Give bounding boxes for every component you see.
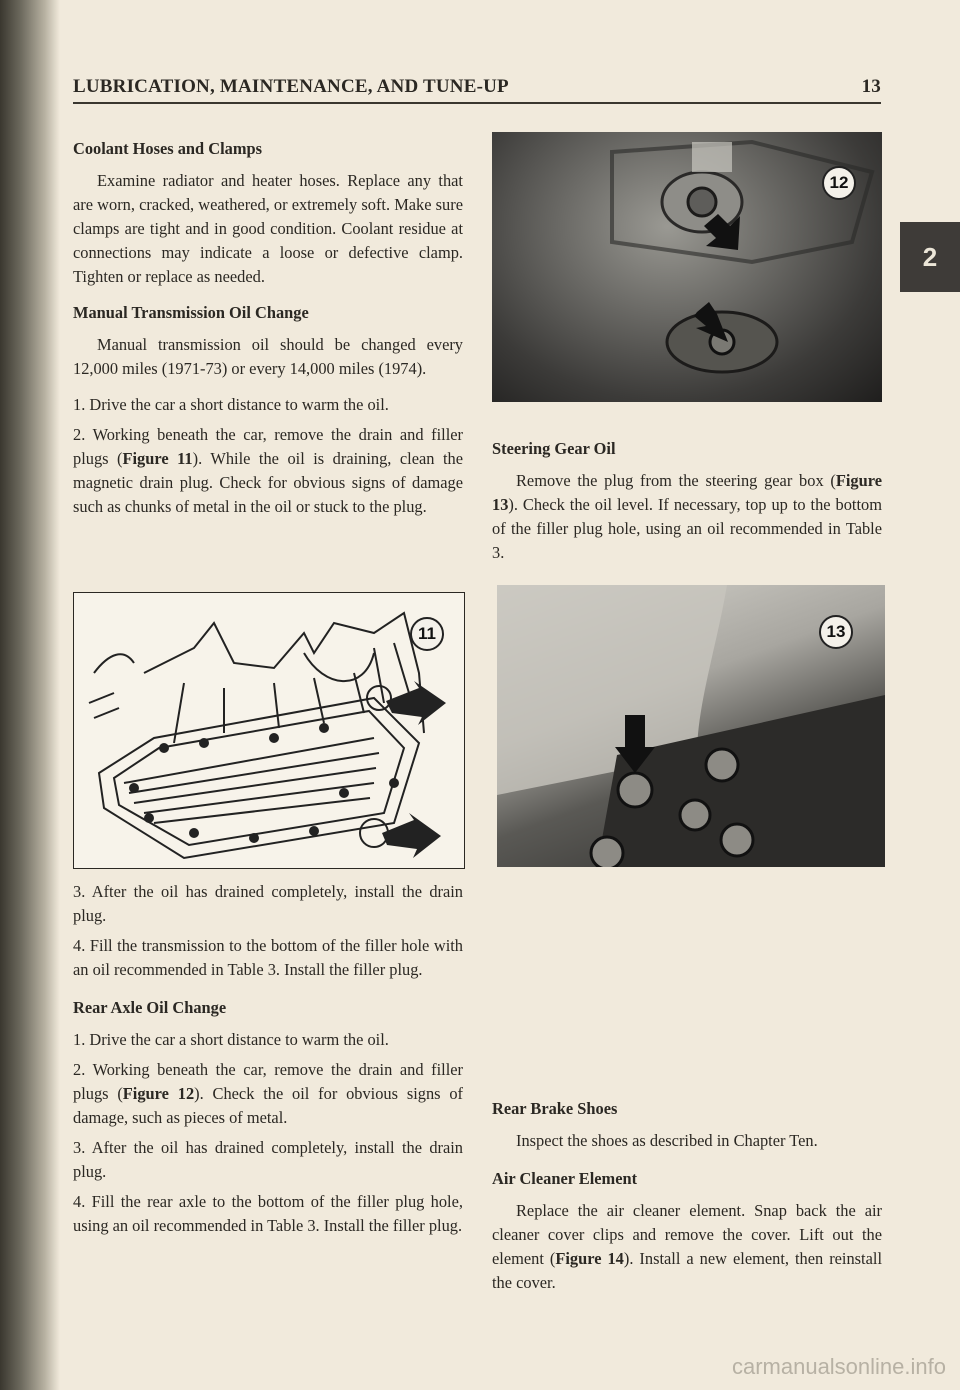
figure-14-ref: Figure 14	[555, 1249, 624, 1268]
transmission-pan-drawing	[74, 593, 464, 868]
figure-13-callout: 13	[819, 615, 853, 649]
manual-trans-step-2: 2. Working beneath the car, remove the drain and filler plugs (Figure 11). While the oil is draining, clean the magnetic drain plug. Check for obvious signs of damage such as chunks of metal in the oil or stuck to the plug.	[73, 425, 463, 516]
figure-13-photo	[497, 585, 885, 867]
right-column-bottom	[492, 1097, 882, 1307]
rear-axle-step-4: 4. Fill the rear axle to the bottom of the filler plug hole, using an oil recommended in Table 3. Install the filler plug.	[73, 1192, 463, 1235]
figure-12-callout: 12	[822, 166, 856, 200]
rear-axle-step-2: 2. Working beneath the car, remove the drain and filler plugs (Figure 12). Check the oil for obvious signs of damage, such as pieces of metal.	[73, 1060, 463, 1127]
figure-12-photo	[492, 132, 882, 402]
heading-manual-transmission: Manual Transmission Oil Change	[73, 303, 309, 322]
page-number: 13	[861, 76, 881, 97]
left-column-top	[73, 137, 463, 525]
header-title: LUBRICATION, MAINTENANCE, AND TUNE-UP	[73, 76, 509, 97]
air-cleaner-body: Replace the air cleaner element. Snap back the air cleaner cover clips and remove the cover. Lift out the element (Figure 14). Install a new element, then reinstall the cover.	[492, 1201, 882, 1292]
arrow-drain-plug	[382, 813, 441, 858]
manual-trans-step-3: 3. After the oil has drained completely, install the drain plug.	[73, 882, 463, 925]
rear-axle-housing-photo	[492, 132, 882, 402]
heading-air-cleaner: Air Cleaner Element	[492, 1169, 638, 1188]
figure-12-ref: Figure 12	[122, 1084, 195, 1103]
figure-11-ref: Figure 11	[122, 449, 193, 468]
brake-body: Inspect the shoes as described in Chapter Ten.	[516, 1131, 818, 1150]
coolant-body: Examine radiator and heater hoses. Replace any that are worn, cracked, weathered, or extremely soft. Make sure clamps are tight and in good condition. Coolant residue at connections may indicate a loose or defective clamp. Tighten or replace as needed.	[73, 171, 463, 286]
chapter-tab: 2	[900, 222, 960, 292]
heading-rear-axle: Rear Axle Oil Change	[73, 998, 227, 1017]
heading-steering-gear: Steering Gear Oil	[492, 439, 616, 458]
right-column-top	[492, 437, 882, 577]
page-binding-shadow	[0, 0, 60, 1390]
manual-trans-step-1: 1. Drive the car a short distance to warm the oil.	[73, 395, 389, 414]
rear-axle-step-1: 1. Drive the car a short distance to warm the oil.	[73, 1030, 389, 1049]
heading-coolant: Coolant Hoses and Clamps	[73, 139, 262, 158]
steering-body: Remove the plug from the steering gear box (Figure 13). Check the oil level. If necessary, top up to the bottom of the filler plug hole, using an oil recommended in Table 3.	[492, 471, 882, 562]
manual-trans-intro: Manual transmission oil should be changed every 12,000 miles (1971-73) or every 14,000 miles (1974).	[73, 335, 463, 378]
running-header	[73, 76, 881, 104]
rear-axle-step-3: 3. After the oil has drained completely, install the drain plug.	[73, 1138, 463, 1181]
left-column-bottom	[73, 880, 463, 1244]
figure-11-drawing	[73, 592, 465, 869]
heading-rear-brake: Rear Brake Shoes	[492, 1099, 618, 1118]
figure-11-callout: 11	[410, 617, 444, 651]
figure-13-ref: Figure 13	[492, 471, 882, 514]
watermark: carmanualsonline.info	[731, 1354, 946, 1379]
manual-trans-step-4: 4. Fill the transmission to the bottom of the filler hole with an oil recommended in Table 3. Install the filler plug.	[73, 936, 463, 979]
